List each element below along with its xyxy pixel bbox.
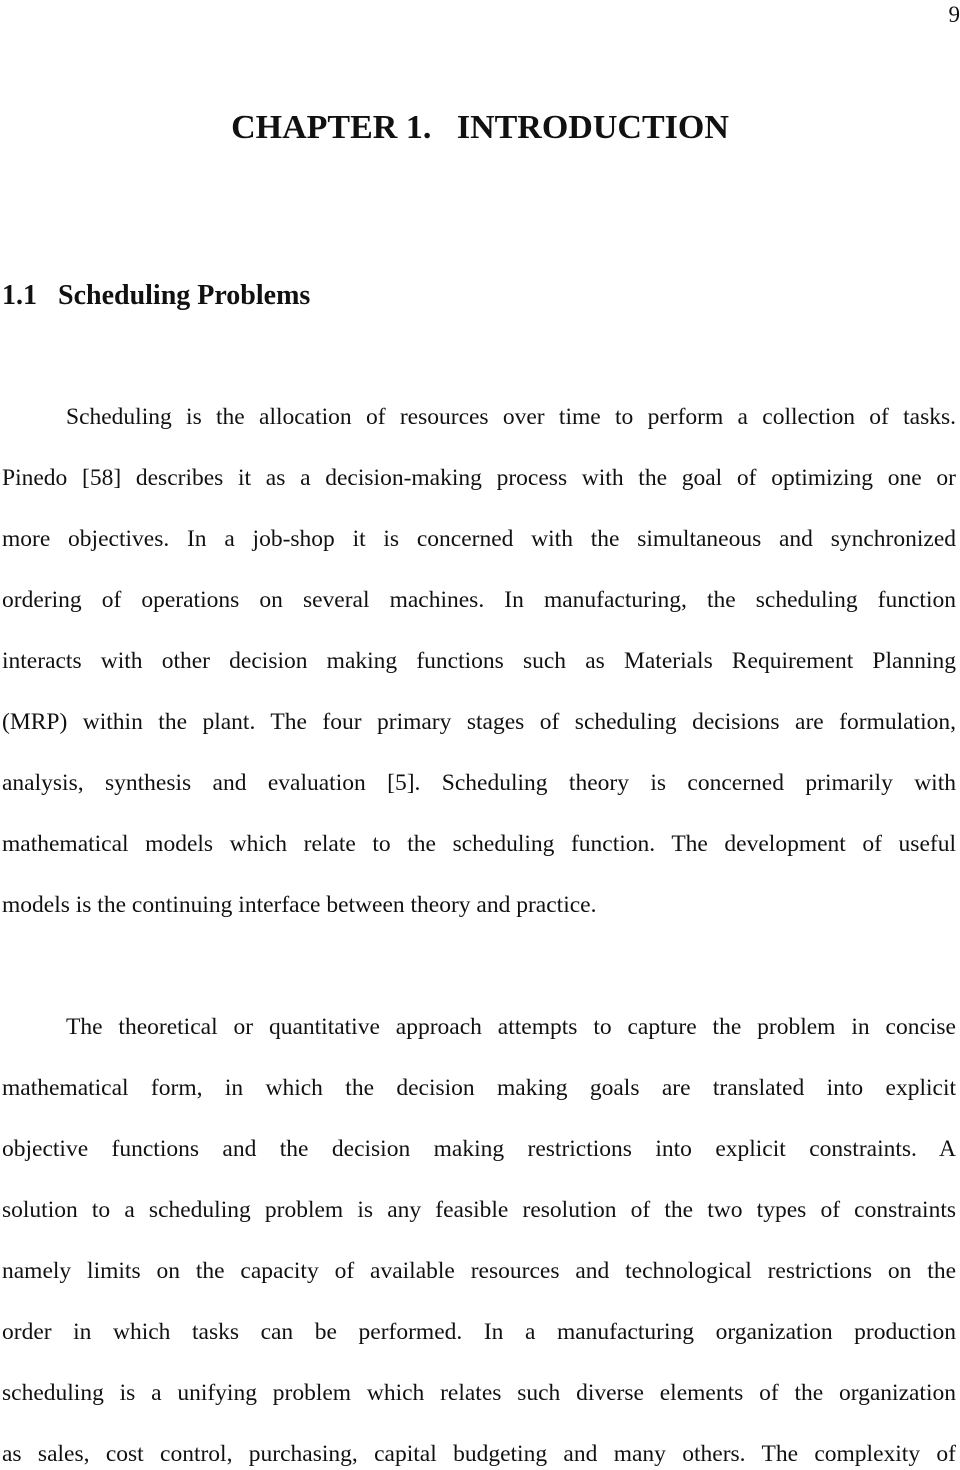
paragraph-line: order in which tasks can be performed. In a manufacturing organization production [2, 1319, 956, 1345]
paragraph-line: solution to a scheduling problem is any feasible resolution of the two types of constraints [2, 1197, 956, 1223]
paragraph-line: The theoretical or quantitative approach attempts to capture the problem in concise [66, 1014, 956, 1040]
paragraph-line: mathematical models which relate to the scheduling function. The development of useful [2, 831, 956, 857]
paragraph-line: ordering of operations on several machines. In manufacturing, the scheduling function [2, 587, 956, 613]
page-number: 9 [948, 2, 960, 27]
paragraph-line: (MRP) within the plant. The four primary stages of scheduling decisions are formulation, [2, 709, 956, 735]
paragraph-line: models is the continuing interface between theory and practice. [2, 892, 597, 918]
paragraph-line: mathematical form, in which the decision making goals are translated into explicit [2, 1075, 956, 1101]
section-heading: 1.1 Scheduling Problems [2, 280, 311, 311]
paragraph-line: analysis, synthesis and evaluation [5]. Scheduling theory is concerned primarily with [2, 770, 956, 796]
chapter-title: CHAPTER 1. INTRODUCTION [231, 109, 729, 146]
paragraph-line: namely limits on the capacity of available resources and technological restrictions on the [2, 1258, 956, 1284]
paragraph-line: interacts with other decision making functions such as Materials Requirement Planning [2, 648, 956, 674]
paragraph-line: scheduling is a unifying problem which relates such diverse elements of the organization [2, 1380, 956, 1406]
paragraph-line: Pinedo [58] describes it as a decision-making process with the goal of optimizing one or [2, 465, 956, 491]
paragraph-line: Scheduling is the allocation of resources over time to perform a collection of tasks. [66, 404, 956, 430]
paragraph-line: objective functions and the decision making restrictions into explicit constraints. A [2, 1136, 956, 1162]
paragraph-line: as sales, cost control, purchasing, capital budgeting and many others. The complexity of [2, 1441, 956, 1467]
paragraph-line: more objectives. In a job-shop it is concerned with the simultaneous and synchronized [2, 526, 956, 552]
